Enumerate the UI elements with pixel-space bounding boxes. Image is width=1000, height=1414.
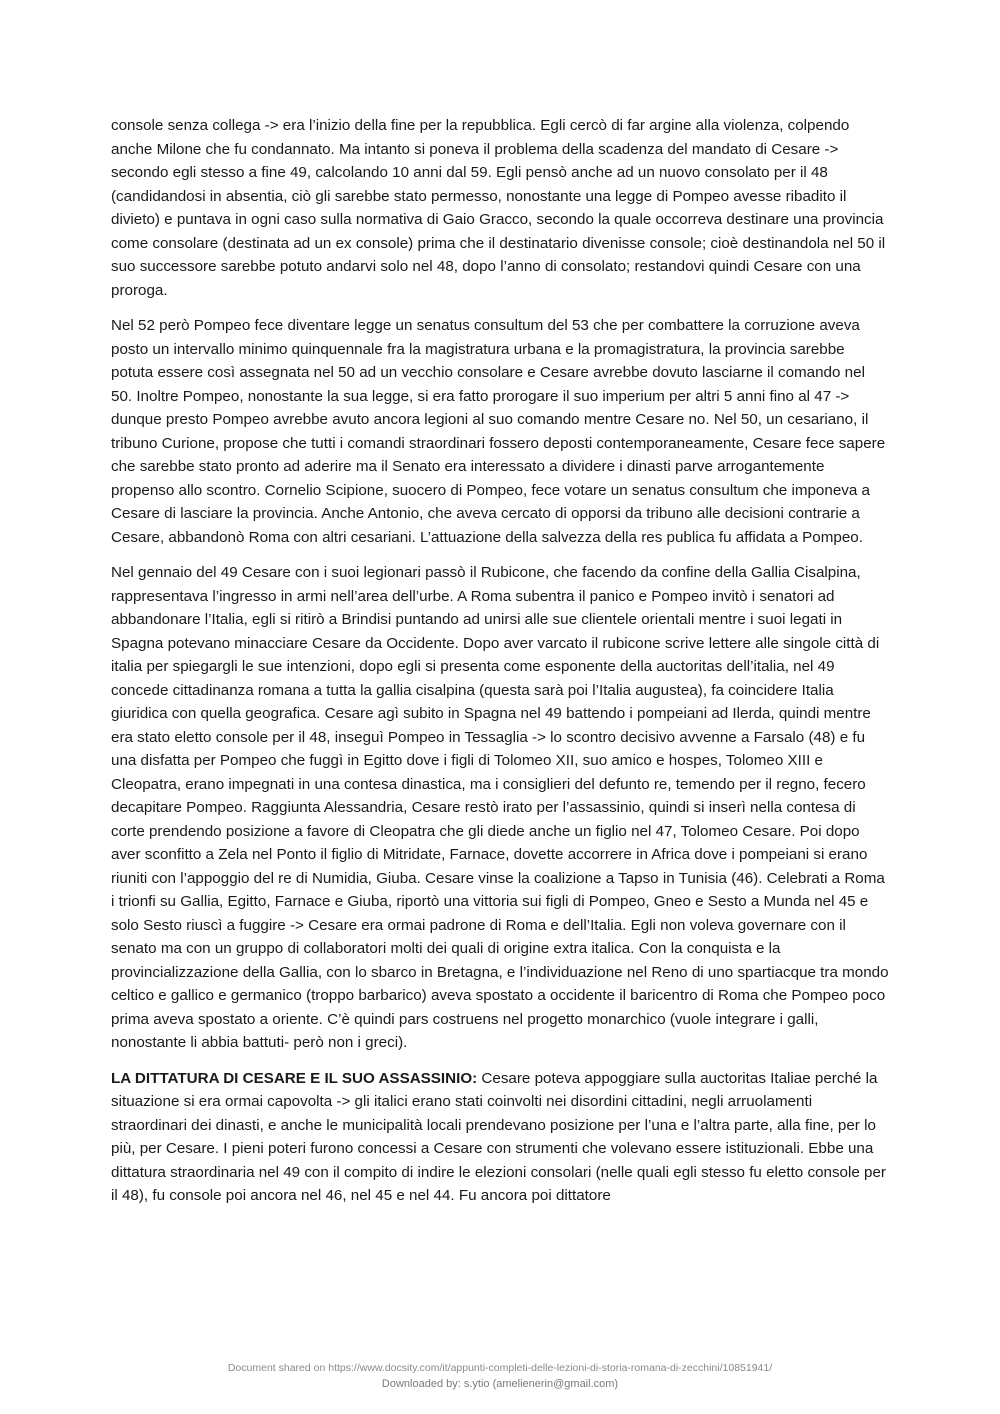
document-page (111, 114, 889, 1220)
footer-downloaded-by: Downloaded by: s.ytio (amelienerin@gmail.com) (381, 1378, 619, 1390)
paragraph-1: console senza collega -> era l’inizio della fine per la repubblica. Egli cercò di far argine alla violenza, colpendo anche Milone che fu condannato. Ma intanto si poneva il problema della scadenza del mandato di Cesare -> secondo egli stesso a fine 49, calcolando 10 anni dal 59. Egli pensò anche ad un nuovo consolato per il 48 (candidandosi in absentia, ciò gli sarebbe stato permesso, nonostante una legge di Pompeo avesse ribadito il divieto) e puntava in ogni caso sulla normativa di Gaio Gracco, secondo la quale occorreva destinare una provincia come consolare (destinata ad un ex console) prima che il destinatario divenisse console; cioè destinandola nel 50 il suo successore sarebbe potuto andarvi solo nel 48, dopo l’anno di consolato; restandovi quindi Cesare con una proroga. (111, 117, 886, 299)
footer-shared-link[interactable]: Document shared on https://www.docsity.com/it/appunti-completi-delle-lezioni-di-storia-romana-di-zecchini/10851941/ (227, 1362, 773, 1374)
section-heading: LA DITTATURA DI CESARE E IL SUO ASSASSINIO: (111, 1069, 478, 1087)
paragraph-3: Nel gennaio del 49 Cesare con i suoi legionari passò il Rubicone, che facendo da confine della Gallia Cisalpina, rappresentava l’ingresso in armi nell’area dell’urbe. A Roma subentra il panico e Pompeo invitò i senatori ad abbandonare l’Italia, egli si ritirò a Brindisi puntando ad unirsi alle sue clientele orientali mentre i suoi legati in Spagna potevano minacciare Cesare da Occidente. Dopo aver varcato il rubicone scrive lettere alle singole città di italia per spiegargli le sue intenzioni, dopo egli si presenta come esponente della auctoritas dell’italia, nel 49 concede cittadinanza romana a tutta la gallia cisalpina (questa sarà poi l’Italia augustea), fa coincidere Italia giuridica con quella geografica. Cesare agì subito in Spagna nel 49 battendo i pompeiani ad Ilerda, quindi mentre era stato eletto console per il 48, inseguì Pompeo in Tessaglia -> lo scontro decisivo avvenne a Farsalo (48) e fu una disfatta per Pompeo che fuggì in Egitto dove i figli di Tolomeo XII, suo amico e hospes, Tolomeo XIII e Cleopatra, erano impegnati in una contesa dinastica, ma i consiglieri del defunto re, temendo per il regno, fecero decapitare Pompeo. Raggiunta Alessandria, Cesare restò irato per l’assassinio, quindi si inserì nella contesa di corte prendendo posizione a favore di Cleopatra che gli diede anche un figlio nel 47, Tolomeo Cesare. Poi dopo aver sconfitto a Zela nel Ponto il figlio di Mitridate, Farnace, dovette accorrere in Africa dove i pompeiani si erano riuniti con l’appoggio del re di Numidia, Giuba. Cesare vinse la coalizione a Tapso in Tunisia (46). Celebrati a Roma i trionfi su Gallia, Egitto, Farnace e Giuba, riportò una vittoria sui figli di Pompeo, Gneo e Sesto a Munda nel 45 e solo Sesto riuscì a fuggire -> Cesare era ormai padrone di Roma e dell’Italia. Egli non voleva governare con il senato ma con un gruppo di collaboratori molti dei quali di origine extra italica. Con la conquista e la provincializzazione della Gallia, con lo sbarco in Bretagna, e l’individuazione nel Reno di uno spartiacque tra mondo celtico e gallico e germanico (troppo barbarico) aveva spostato a occidente il baricentro di Roma che Pompeo poco prima aveva spostato a oriente. C’è quindi pars costruens nel progetto monarchico (vuole integrare i galli, nonostante li abbia battuti- però non i greci). (111, 564, 889, 1051)
paragraph-2: Nel 52 però Pompeo fece diventare legge un senatus consultum del 53 che per combattere la corruzione aveva posto un intervallo minimo quinquennale fra la magistratura urbana e la promagistratura, la provincia sarebbe potuta essere così assegnata nel 50 ad un vecchio consolare e Cesare avrebbe dovuto lasciarne il comando nel 50. Inoltre Pompeo, nonostante la sua legge, si era fatto prorogare il suo imperium per altri 5 anni fino al 47 -> dunque presto Pompeo avrebbe avuto ancora legioni al suo comando mentre Cesare no. Nel 50, un cesariano, il tribuno Curione, propose che tutti i comandi straordinari fossero deposti contemporaneamente, Cesare fece sapere che sarebbe stato pronto ad aderire ma il Senato era interessato a dividere i dinasti parve arrogantemente propenso allo scontro. Cornelio Scipione, suocero di Pompeo, fece votare un senatus consultum che imponeva a Cesare di lasciare la provincia. Anche Antonio, che aveva cercato di opporsi da tribuno alle decisioni contrarie a Cesare, abbandonò Roma con altri cesariani. L’attuazione della salvezza della res publica fu affidata a Pompeo. (111, 317, 886, 546)
section-paragraph (111, 1067, 889, 1208)
section-text: Cesare poteva appoggiare sulla auctoritas Italiae perché la situazione si era ormai capovolta -> gli italici erano stati coinvolti nei disordini cittadini, negli arruolamenti straordinari dei dinasti, e anche le municipalità locali prendevano posizione per l’una e l’altra parte, alla fine, per lo più, per Cesare. I pieni poteri furono concessi a Cesare con strumenti che volevano essere istituzionali. Ebbe una dittatura straordinaria nel 49 con il compito di indire le elezioni consolari (nelle quali egli stesso fu eletto console per il 48), fu console poi ancora nel 46, nel 45 e nel 44. Fu ancora poi dittatore (111, 1069, 886, 1204)
